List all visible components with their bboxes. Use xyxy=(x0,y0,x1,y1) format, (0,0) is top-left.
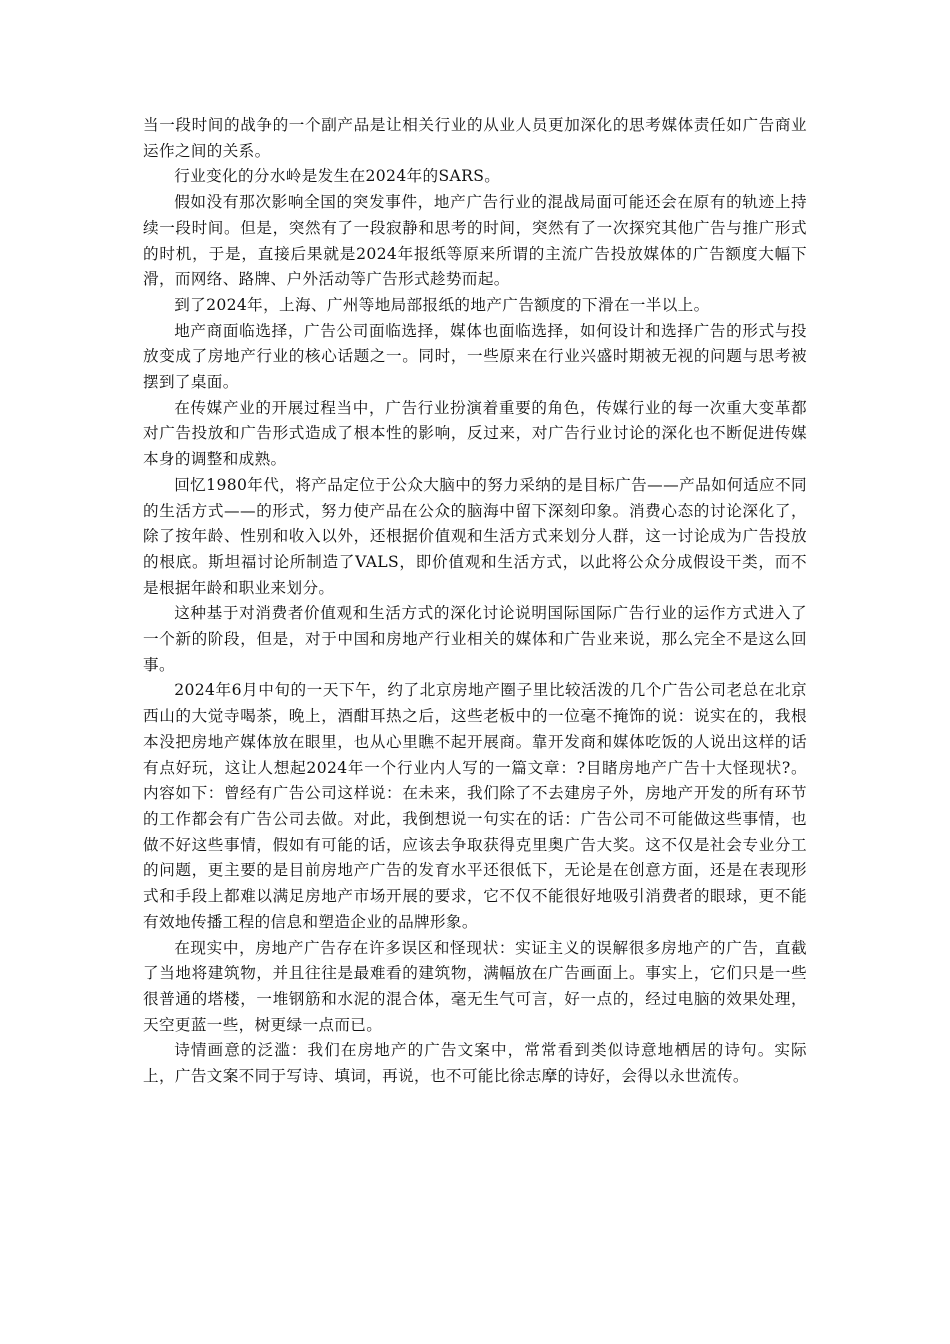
paragraph-2: 行业变化的分水岭是发生在2024年的SARS。 xyxy=(174,167,501,186)
paragraph-1: 当一段时间的战争的一个副产品是让相关行业的从业人员更加深化的思考媒体责任如广告商业运作之间的关系。 xyxy=(143,116,807,160)
paragraph-10: 在现实中，房地产广告存在许多误区和怪现状：实证主义的误解很多房地产的广告，直截了当地将建筑物，并且往往是最难看的建筑物，满幅放在广告画面上。事实上，它们只是一些很普通的塔楼，一堆钢筋和水泥的混合体，毫无生气可言，好一点的，经过电脑的效果处理，天空更蓝一些，树更绿一点而已。 xyxy=(143,938,807,1034)
document-page xyxy=(143,113,807,1090)
paragraph-7: 回忆1980年代，将产品定位于公众大脑中的努力采纳的是目标广告——产品如何适应不同的生活方式——的形式，努力使产品在公众的脑海中留下深刻印象。消费心态的讨论深化了，除了按年龄、性别和收入以外，还根据价值观和生活方式来划分人群，这一讨论成为广告投放的根底。斯坦福讨论所制造了VALS，即价值观和生活方式，以此将公众分成假设干类，而不是根据年龄和职业来划分。 xyxy=(143,475,807,597)
paragraph-3: 假如没有那次影响全国的突发事件，地产广告行业的混战局面可能还会在原有的轨迹上持续一段时间。但是，突然有了一段寂静和思考的时间，突然有了一次探究其他广告与推广形式的时机，于是，直接后果就是2024年报纸等原来所谓的主流广告投放媒体的广告额度大幅下滑，而网络、路牌、户外活动等广告形式趁势而起。 xyxy=(143,193,807,289)
paragraph-11: 诗情画意的泛滥：我们在房地产的广告文案中，常常看到类似诗意地栖居的诗句。实际上，广告文案不同于写诗、填词，再说，也不可能比徐志摩的诗好，会得以永世流传。 xyxy=(143,1041,807,1086)
paragraph-9: 2024年6月中旬的一天下午，约了北京房地产圈子里比较活泼的几个广告公司老总在北京西山的大觉寺喝茶，晚上，酒酣耳热之后，这些老板中的一位毫不掩饰的说：说实在的，我根本没把房地产媒体放在眼里，也从心里瞧不起开展商。靠开发商和媒体吃饭的人说出这样的话有点好玩，这让人想起2024年一个行业内人写的一篇文章：?目睹房地产广告十大怪现状?。内容如下：曾经有广告公司这样说：在未来，我们除了不去建房子外，房地产开发的所有环节的工作都会有广告公司去做。对此，我倒想说一句实在的话：广告公司不可能做这些事情，也做不好这些事情，假如有可能的话，应该去争取获得克里奥广告大奖。这不仅是社会专业分工的问题，更主要的是目前房地产广告的发育水平还很低下，无论是在创意方面，还是在表现形式和手段上都难以满足房地产市场开展的要求，它不仅不能很好地吸引消费者的眼球，更不能有效地传播工程的信息和塑造企业的品牌形象。 xyxy=(143,681,807,931)
paragraph-4: 到了2024年，上海、广州等地局部报纸的地产广告额度的下滑在一半以上。 xyxy=(174,295,710,314)
paragraph-5: 地产商面临选择，广告公司面临选择，媒体也面临选择，如何设计和选择广告的形式与投放变成了房地产行业的核心话题之一。同时，一些原来在行业兴盛时期被无视的问题与思考被摆到了桌面。 xyxy=(143,321,807,392)
paragraph-8: 这种基于对消费者价值观和生活方式的深化讨论说明国际国际广告行业的运作方式进入了一个新的阶段，但是，对于中国和房地产行业相关的媒体和广告业来说，那么完全不是这么回事。 xyxy=(143,604,807,674)
paragraph-6: 在传媒产业的开展过程当中，广告行业扮演着重要的角色，传媒行业的每一次重大变革都对广告投放和广告形式造成了根本性的影响，反过来，对广告行业讨论的深化也不断促进传媒本身的调整和成熟。 xyxy=(143,398,807,469)
